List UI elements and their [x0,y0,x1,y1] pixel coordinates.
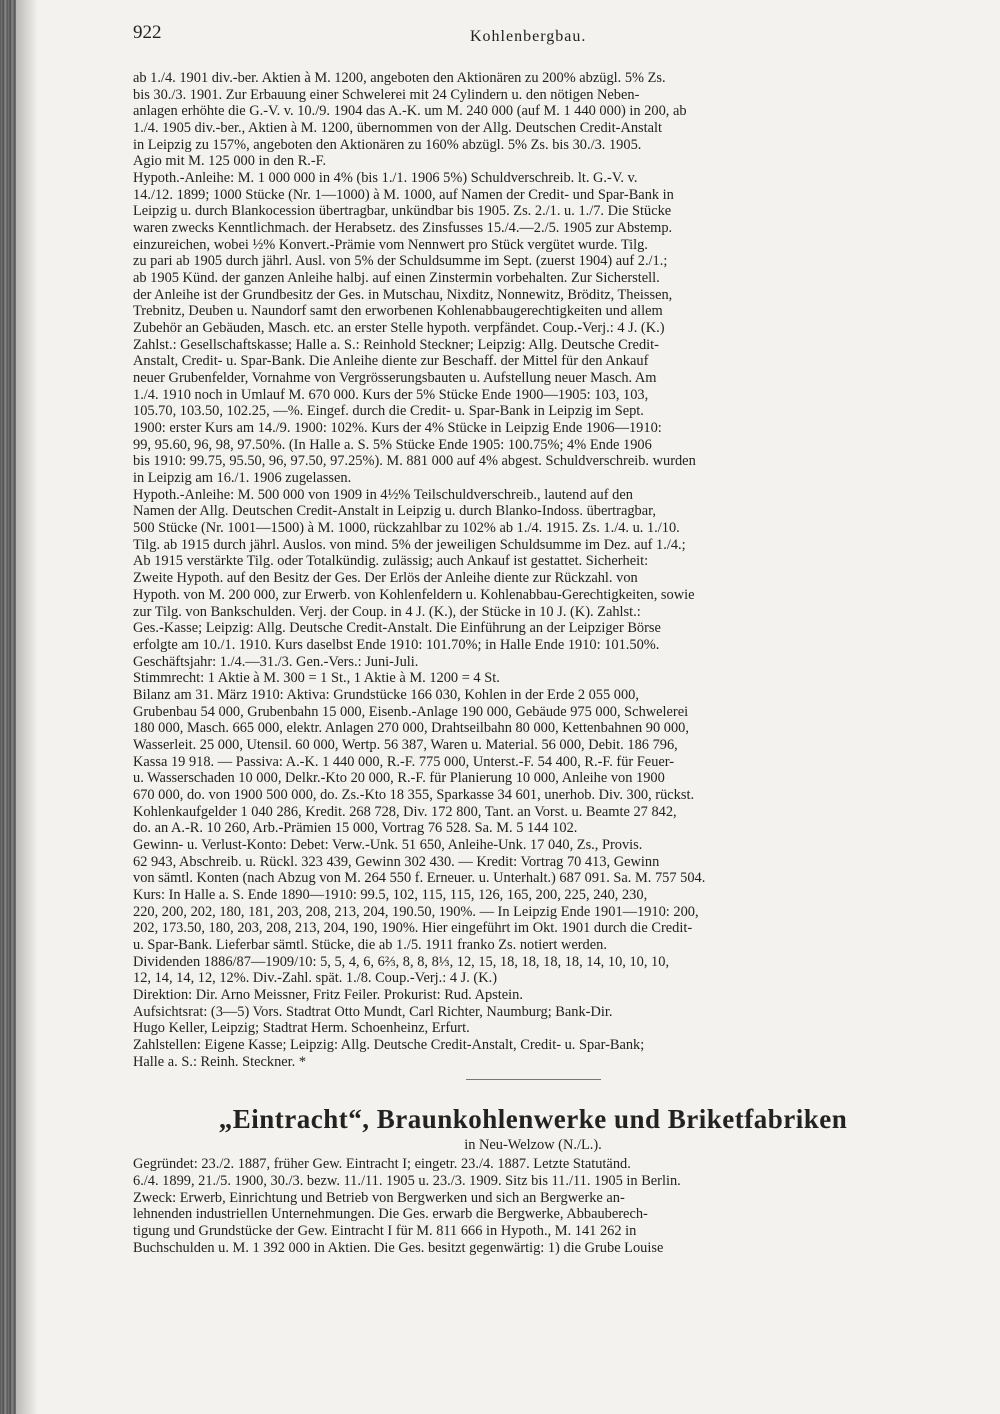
text-line: anlagen erhöhte die G.-V. v. 10./9. 1904 das A.-K. um M. 240 000 (auf M. 1 440 000) in 200, ab [133,103,687,120]
text-line: 99, 95.60, 96, 98, 97.50%. (In Halle a. S. 5% Stücke Ende 1905: 100.75%; 4% Ende 1906 [133,436,652,453]
running-head: Kohlenbergbau. [470,28,587,45]
text-line: 105.70, 103.50, 102.25, —%. Eingef. durch die Credit- u. Spar-Bank in Leipzig im Sept. [133,403,644,420]
text-line: ab 1./4. 1901 div.-ber. Aktien à M. 1200, angeboten den Aktionären zu 200% abzügl. 5% Zs. [133,70,666,86]
text-line: bis 30./3. 1901. Zur Erbauung einer Schwelerei mit 24 Cylindern u. den nötigen Neben- [133,86,640,103]
text-line: 62 943, Abschreib. u. Rückl. 323 439, Gewinn 302 430. — Kredit: Vortrag 70 413, Gewinn [133,853,660,870]
text-line: Trebnitz, Deuben u. Naundorf samt den erworbenen Kohlenabbaugerechtigkeiten und allem [133,303,663,320]
text-line: Hypoth.-Anleihe: M. 500 000 von 1909 in 4½% Teilschuldverschreib., lautend auf den [133,486,633,503]
text-line: Zweck: Erwerb, Einrichtung und Betrieb von Bergwerken und sich an Bergwerke an- [133,1189,625,1206]
text-line: 670 000, do. von 1900 500 000, do. Zs.-Kto 18 355, Sparkasse 34 601, unerhob. Div. 300, rückst. [133,786,695,803]
text-line: 202, 173.50, 180, 203, 208, 213, 204, 190, 190%. Hier eingeführt im Okt. 1901 durch die Credit- [133,920,693,937]
text-line: Dividenden 1886/87—1909/10: 5, 5, 4, 6, 6⅔, 8, 8, 8⅓, 12, 15, 18, 18, 18, 18, 14, 10, 10, 10, [133,953,670,970]
text-line: Zubehör an Gebäuden, Masch. etc. an erster Stelle hypoth. verpfändet. Coup.-Verj.: 4 J. (K.) [133,320,665,337]
binding-shadow [16,0,38,1414]
text-line: tigung und Grundstücke der Gew. Eintracht I für M. 811 666 in Hypoth., M. 141 262 in [133,1223,637,1239]
text-line: Grubenbau 54 000, Grubenbahn 15 000, Eisenb.-Anlage 190 000, Gebäude 975 000, Schwelerei [133,703,689,720]
text-line: Stimmrecht: 1 Aktie à M. 300 = 1 St., 1 Aktie à M. 1200 = 4 St. [133,670,500,687]
text-line: bis 1910: 99.75, 95.50, 96, 97.50, 97.25%). M. 881 000 auf 4% abgest. Schuldverschreib. wurden [133,453,696,470]
text-line: u. Wasserschaden 10 000, Delkr.-Kto 20 000, R.-F. für Planierung 10 000, Anleihe von 1900 [133,770,665,787]
text-line: Kurs: In Halle a. S. Ende 1890—1910: 99.5, 102, 115, 115, 126, 165, 200, 225, 240, 230, [133,886,648,903]
text-line: Namen der Allg. Deutschen Credit-Anstalt in Leipzig u. durch Blanko-Indoss. übertragbar, [133,503,656,520]
text-line: Agio mit M. 125 000 in den R.-F. [133,153,327,170]
text-line: 1./4. 1905 div.-ber., Aktien à M. 1200, übernommen von der Allg. Deutschen Credit-Anstalt [133,120,663,137]
text-line: Hypoth.-Anleihe: M. 1 000 000 in 4% (bis 1./1. 1906 5%) Schuldverschreib. lt. G.-V. v. [133,170,638,187]
company-location: in Neu-Welzow (N./L.). [464,1137,602,1154]
text-line: Bilanz am 31. März 1910: Aktiva: Grundstücke 166 030, Kohlen in der Erde 2 055 000, [133,686,639,703]
text-line: 6./4. 1899, 21./5. 1900, 30./3. bezw. 11./11. 1905 u. 23./3. 1909. Sitz bis 11./11. 1905 in Berlin. [133,1172,681,1189]
book-binding-edge [0,0,16,1414]
text-line: Zahlstellen: Eigene Kasse; Leipzig: Allg. Deutsche Credit-Anstalt, Credit- u. Spar-Bank; [133,1036,645,1053]
text-line: Gegründet: 23./2. 1887, früher Gew. Eintracht I; eingetr. 23./4. 1887. Letzte Statutänd. [133,1156,631,1173]
text-line: Kassa 19 918. — Passiva: A.-K. 1 440 000, R.-F. 775 000, Unterst.-F. 54 400, R.-F. für Feuer- [133,753,675,770]
text-line: Zweite Hypoth. auf den Besitz der Ges. Der Erlös der Anleihe diente zur Rückzahl. von [133,570,638,587]
text-line: Anstalt, Credit- u. Spar-Bank. Die Anleihe diente zur Beschaff. der Mittel für den Ankauf [133,353,649,370]
text-line: do. an A.-R. 10 260, Arb.-Prämien 15 000, Vortrag 76 528. Sa. M. 5 144 102. [133,820,578,837]
text-line: lehnenden industriellen Unternehmungen. Die Ges. erwarb die Bergwerke, Abbauberech- [133,1206,648,1223]
text-line: Direktion: Dir. Arno Meissner, Fritz Feiler. Prokurist: Rud. Apstein. [133,986,523,1003]
text-line: waren zwecks Kenntlichmach. der Herabsetz. des Zinsfusses 15./4.—2./5. 1905 zur Abstemp. [133,220,673,237]
text-line: 180 000, Masch. 665 000, elektr. Anlagen 270 000, Drahtseilbahn 80 000, Kettenbahnen 90 000, [133,720,689,737]
text-line: 1./4. 1910 noch in Umlauf M. 670 000. Kurs der 5% Stücke Ende 1900—1905: 103, 103, [133,386,649,403]
text-line: einzureichen, wobei ½% Konvert.-Prämie vom Nennwert pro Stück vergütet wurde. Tilg. [133,236,648,253]
text-line: 1900: erster Kurs am 14./9. 1900: 102%. Kurs der 4% Stücke in Leipzig Ende 1906—1910: [133,420,662,437]
text-line: u. Spar-Bank. Lieferbar sämtl. Stücke, die ab 1./5. 1911 franko Zs. notiert werden. [133,936,607,953]
text-line: Wasserleit. 25 000, Utensil. 60 000, Wertp. 56 387, Waren u. Material. 56 000, Debit. 186 796, [133,736,678,753]
text-line: Zahlst.: Gesellschaftskasse; Halle a. S.: Reinhold Steckner; Leipzig: Allg. Deutsche Credit- [133,336,659,353]
section-eintracht [133,1156,933,1256]
text-line: Ges.-Kasse; Leipzig: Allg. Deutsche Credit-Anstalt. Die Einführung an der Leipziger Börse [133,620,661,637]
text-line: Aufsichtsrat: (3—5) Vors. Stadtrat Otto Mundt, Carl Richter, Naumburg; Bank-Dir. [133,1003,613,1020]
text-line: Tilg. ab 1915 durch jährl. Auslos. von mind. 5% der jeweiligen Schuldsumme im Dez. auf 1./4.; [133,536,686,553]
section-kohlenwerk-continuation [133,70,933,1070]
text-line: der Anleihe ist der Grundbesitz der Ges. in Mutschau, Nixditz, Nonnewitz, Bröditz, Theissen, [133,286,673,303]
text-line: ab 1905 Künd. der ganzen Anleihe halbj. auf einen Zinstermin vorbehalten. Zur Sicherstell. [133,270,660,287]
page-body [133,70,933,1410]
section-divider [466,1079,601,1080]
company-title: „Eintracht“, Braunkohlenwerke und Briketfabriken [218,1104,848,1135]
text-line: Kohlenkaufgelder 1 040 286, Kredit. 268 728, Div. 172 800, Tant. an Vorst. u. Beamte 27 842, [133,803,677,820]
text-line: in Leipzig zu 157%, angeboten den Aktionären zu 160% abzügl. 5% Zs. bis 30./3. 1905. [133,136,642,153]
text-line: Leipzig u. durch Blankocession übertragbar, unkündbar bis 1905. Zs. 2./1. u. 1./7. Die Stücke [133,203,672,220]
text-line: Buchschulden u. M. 1 392 000 in Aktien. Die Ges. besitzt gegenwärtig: 1) die Grube Louise [133,1239,664,1256]
text-line: Halle a. S.: Reinh. Steckner. * [133,1053,307,1070]
text-line: Geschäftsjahr: 1./4.—31./3. Gen.-Vers.: Juni-Juli. [133,653,419,670]
text-line: Ab 1915 verstärkte Tilg. oder Totalkündig. zulässig; auch Ankauf ist gestattet. Sicherheit: [133,553,649,570]
text-line: in Leipzig am 16./1. 1906 zugelassen. [133,470,352,487]
text-line: von sämtl. Konten (nach Abzug von M. 264 550 f. Erneuer. u. Unterhalt.) 687 091. Sa. M. 757 504. [133,870,706,887]
text-line: 14./12. 1899; 1000 Stücke (Nr. 1—1000) à M. 1000, auf Namen der Credit- und Spar-Bank in [133,186,674,203]
text-line: 500 Stücke (Nr. 1001—1500) à M. 1000, rückzahlbar zu 102% ab 1./4. 1915. Zs. 1./4. u. 1./10. [133,520,680,537]
text-line: neuer Grubenfelder, Vornahme von Vergrösserungsbauten u. Aufstellung neuer Masch. Am [133,370,657,387]
text-line: zu pari ab 1905 durch jährl. Ausl. von 5% der Schuldsumme im Sept. (zuerst 1904) auf 2./1.; [133,253,668,270]
text-line: Hypoth. von M. 200 000, zur Erwerb. von Kohlenfeldern u. Kohlenabbau-Gerechtigkeiten, sowie [133,586,695,603]
text-line: 12, 14, 14, 12, 12%. Div.-Zahl. spät. 1./8. Coup.-Verj.: 4 J. (K.) [133,970,497,987]
text-line: Gewinn- u. Verlust-Konto: Debet: Verw.-Unk. 51 650, Anleihe-Unk. 17 040, Zs., Provis. [133,836,643,853]
text-line: erfolgte am 10./1. 1910. Kurs daselbst Ende 1910: 101.70%; in Halle Ende 1910: 101.50%. [133,636,660,653]
text-line: 220, 200, 202, 180, 181, 203, 208, 213, 204, 190.50, 190%. — In Leipzig Ende 1901—1910: 200, [133,903,699,920]
text-line: Hugo Keller, Leipzig; Stadtrat Herm. Schoenheinz, Erfurt. [133,1020,470,1037]
text-line: zur Tilg. von Bankschulden. Verj. der Coup. in 4 J. (K.), der Stücke in 10 J. (K). Zahlst.: [133,603,641,620]
page-number: 922 [133,22,162,43]
